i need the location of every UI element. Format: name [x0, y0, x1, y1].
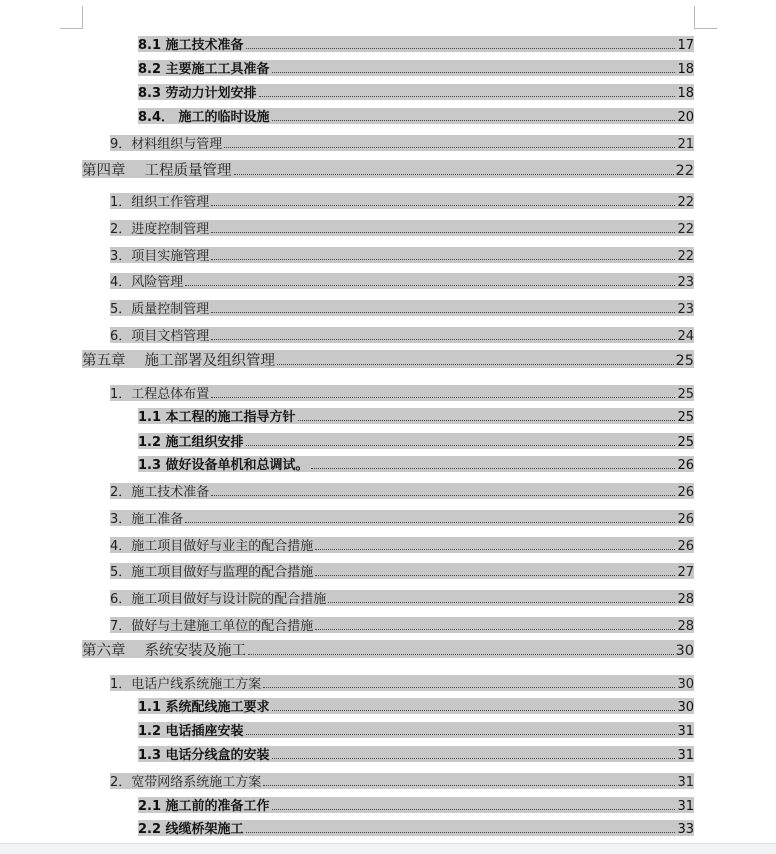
toc-page-number: 22 — [675, 162, 694, 179]
toc-page-number: 23 — [677, 302, 694, 317]
toc-dot-leader — [211, 396, 675, 398]
toc-dot-leader — [315, 574, 675, 576]
toc-entry[interactable] — [110, 773, 694, 789]
toc-dot-leader — [211, 231, 675, 233]
toc-dot-leader — [272, 71, 676, 73]
toc-dot-leader — [224, 146, 675, 148]
toc-page-number: 17 — [677, 38, 694, 53]
toc-chapter-number: 第四章 — [82, 162, 126, 179]
toc-page-number: 31 — [677, 799, 694, 814]
toc-page-number: 24 — [677, 329, 694, 344]
toc-dot-leader — [211, 338, 675, 340]
toc-chapter-entry[interactable] — [82, 350, 694, 368]
toc-dot-leader — [248, 653, 674, 655]
toc-chapter-entry[interactable] — [82, 160, 694, 178]
toc-entry-title: 3．施工准备 — [110, 512, 184, 527]
toc-entry-title: 1．组织工作管理 — [110, 195, 210, 210]
toc-entry[interactable] — [138, 797, 694, 813]
page-corner-mark-right — [694, 6, 717, 29]
toc-dot-leader — [315, 548, 675, 550]
toc-dot-leader — [298, 419, 676, 421]
toc-dot-leader — [259, 95, 676, 97]
toc-entry[interactable] — [110, 537, 694, 553]
toc-entry-title: 2．施工技术准备 — [110, 485, 210, 500]
toc-page-number: 25 — [677, 410, 694, 425]
toc-entry-title: 1.2 施工组织安排 — [138, 435, 244, 450]
toc-page-number: 30 — [677, 700, 694, 715]
toc-dot-leader — [328, 601, 675, 603]
toc-entry-title: 1.2 电话插座安装 — [138, 724, 244, 739]
toc-dot-leader — [211, 204, 675, 206]
toc-entry[interactable] — [110, 617, 694, 633]
toc-entry-title: 2.1 施工前的准备工作 — [138, 799, 270, 814]
toc-page-number: 23 — [677, 275, 694, 290]
toc-entry-title: 2.2 线缆桥架施工 — [138, 822, 244, 837]
toc-entry-title: 9．材料组织与管理 — [110, 137, 223, 152]
toc-entry[interactable] — [110, 273, 694, 289]
toc-entry[interactable] — [110, 300, 694, 316]
toc-entry[interactable] — [110, 135, 694, 151]
editor-bottom-edge — [0, 843, 776, 854]
toc-entry[interactable] — [110, 590, 694, 606]
toc-entry[interactable] — [110, 220, 694, 236]
toc-dot-leader — [211, 258, 675, 260]
toc-page-number: 28 — [677, 592, 694, 607]
toc-entry-title: 1.1 本工程的施工指导方针 — [138, 410, 296, 425]
toc-entry[interactable] — [138, 698, 694, 714]
toc-entry-title: 8.3 劳动力计划安排 — [138, 86, 257, 101]
toc-page-number: 26 — [677, 512, 694, 527]
toc-entry-title: 4．施工项目做好与业主的配合措施 — [110, 539, 314, 554]
toc-page-number: 28 — [677, 619, 694, 634]
toc-entry-title: 8.1 施工技术准备 — [138, 38, 244, 53]
toc-entry[interactable] — [110, 483, 694, 499]
toc-dot-leader — [246, 831, 676, 833]
toc-entry[interactable] — [138, 722, 694, 738]
toc-page-number: 33 — [677, 822, 694, 837]
toc-page-number: 27 — [677, 565, 694, 580]
toc-entry[interactable] — [138, 433, 694, 449]
toc-dot-leader — [272, 709, 676, 711]
toc-dot-leader — [315, 628, 675, 630]
toc-dot-leader — [311, 467, 676, 469]
toc-entry[interactable] — [110, 327, 694, 343]
toc-page-number: 26 — [677, 485, 694, 500]
toc-entry[interactable] — [138, 108, 694, 124]
page-corner-mark-left — [60, 6, 83, 29]
toc-page-number: 25 — [677, 387, 694, 402]
toc-page-number: 18 — [677, 62, 694, 77]
toc-entry-title: 4．风险管理 — [110, 275, 184, 290]
toc-dot-leader — [246, 444, 676, 446]
toc-entry-title: 施工部署及组织管理 — [144, 352, 275, 369]
toc-dot-leader — [185, 284, 675, 286]
toc-dot-leader — [246, 47, 676, 49]
toc-entry[interactable] — [110, 563, 694, 579]
toc-entry[interactable] — [138, 746, 694, 762]
toc-dot-leader — [263, 686, 675, 688]
toc-entry-title: 2．进度控制管理 — [110, 222, 210, 237]
toc-chapter-number: 第五章 — [82, 352, 126, 369]
toc-chapter-entry[interactable] — [82, 640, 694, 658]
toc-page-number: 25 — [675, 352, 694, 369]
toc-entry-title: 系统安装及施工 — [144, 642, 246, 659]
toc-entry[interactable] — [138, 408, 694, 424]
toc-page-number: 31 — [677, 748, 694, 763]
toc-entry[interactable] — [110, 247, 694, 263]
toc-dot-leader — [246, 733, 676, 735]
toc-page-number: 18 — [677, 86, 694, 101]
toc-entry[interactable] — [138, 820, 694, 836]
toc-page-number: 21 — [677, 137, 694, 152]
toc-entry-title: 7．做好与土建施工单位的配合措施 — [110, 619, 314, 634]
toc-chapter-number: 第六章 — [82, 642, 126, 659]
toc-entry-title: 8.2 主要施工工具准备 — [138, 62, 270, 77]
toc-dot-leader — [211, 311, 675, 313]
toc-page-number: 22 — [677, 195, 694, 210]
toc-page-number: 31 — [677, 775, 694, 790]
toc-entry[interactable] — [138, 456, 694, 472]
toc-entry-title: 1.3 电话分线盒的安装 — [138, 748, 270, 763]
toc-page-number: 25 — [677, 435, 694, 450]
toc-entry[interactable] — [138, 60, 694, 76]
toc-entry-title: 5．施工项目做好与监理的配合措施 — [110, 565, 314, 580]
toc-page-number: 30 — [677, 677, 694, 692]
toc-entry-title: 5．质量控制管理 — [110, 302, 210, 317]
toc-entry[interactable] — [110, 385, 694, 401]
toc-entry-title: 1．电话户线系统施工方案 — [110, 677, 262, 692]
toc-dot-leader — [263, 784, 675, 786]
toc-entry-title: 工程质量管理 — [144, 162, 232, 179]
toc-page-number: 20 — [677, 110, 694, 125]
toc-entry-title: 1．工程总体布置 — [110, 387, 210, 402]
toc-entry[interactable] — [138, 36, 694, 52]
toc-page-number: 26 — [677, 539, 694, 554]
toc-entry[interactable] — [110, 675, 694, 691]
toc-dot-leader — [272, 757, 676, 759]
toc-dot-leader — [211, 494, 675, 496]
toc-entry-title: 1.1 系统配线施工要求 — [138, 700, 270, 715]
toc-entry-title: 2．宽带网络系统施工方案 — [110, 775, 262, 790]
toc-entry[interactable] — [110, 193, 694, 209]
toc-page-number: 26 — [677, 458, 694, 473]
toc-page-number: 31 — [677, 724, 694, 739]
toc-entry-title: 1.3 做好设备单机和总调试。 — [138, 458, 309, 473]
toc-entry[interactable] — [138, 84, 694, 100]
toc-entry-title: 6．施工项目做好与设计院的配合措施 — [110, 592, 327, 607]
toc-page-number: 22 — [677, 222, 694, 237]
toc-page-number: 30 — [675, 642, 694, 659]
toc-entry-title: 8.4． 施工的临时设施 — [138, 110, 270, 125]
toc-entry-title: 3．项目实施管理 — [110, 249, 210, 264]
toc-entry-title: 6．项目文档管理 — [110, 329, 210, 344]
toc-dot-leader — [234, 173, 674, 175]
toc-dot-leader — [185, 521, 675, 523]
toc-dot-leader — [272, 119, 676, 121]
toc-dot-leader — [277, 363, 674, 365]
toc-page-number: 22 — [677, 249, 694, 264]
toc-dot-leader — [272, 808, 676, 810]
toc-entry[interactable] — [110, 510, 694, 526]
